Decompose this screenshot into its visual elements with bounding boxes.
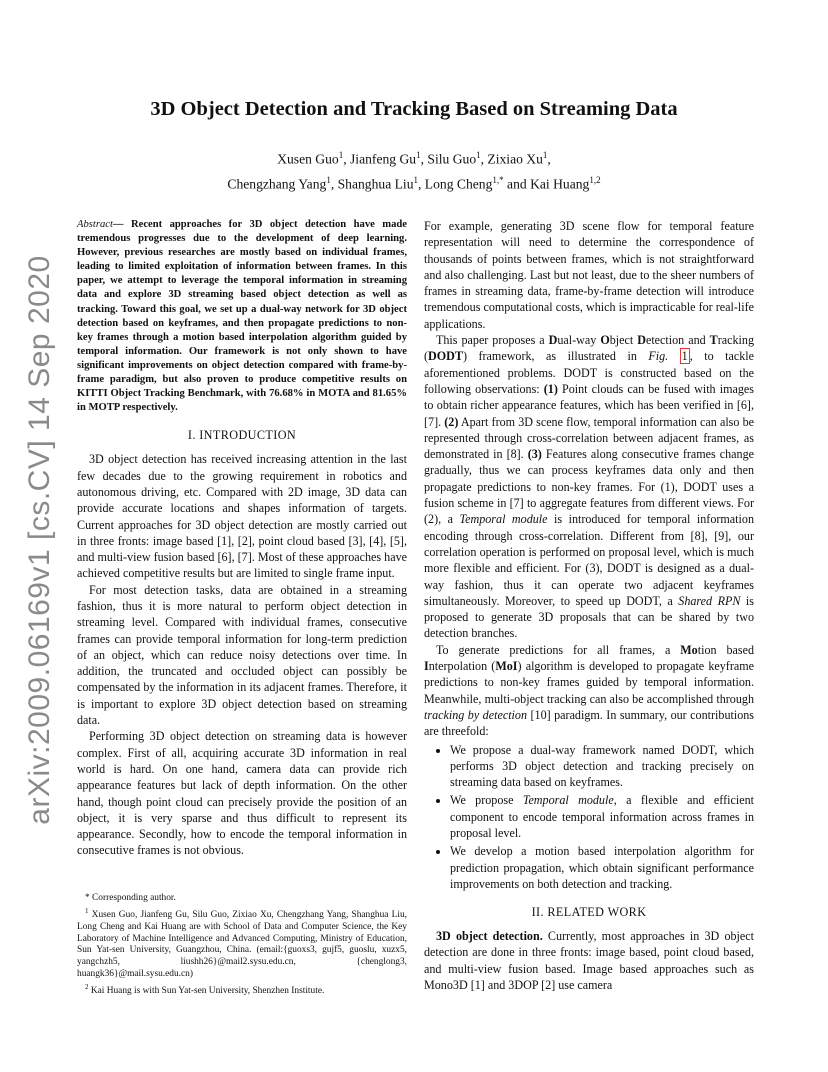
abstract-text: Recent approaches for 3D object detection have made tremendous progresses due to the development of deep learning. However, previous researches are mostly based on individual frames, leading to limited exploitation of information between frames. In this paper, we attempt to leverage the temporal information in streaming data and explore 3D streaming based object detection as well as tracking. Toward this goal, we set up a dual-way network for 3D object detection based on keyframes, and then propagate predictions to non-key frames through a motion based interpolation algorithm guided by temporal information. Our framework is not only shown to have significant improvements on object detection compared with frame-by-frame paradigm, but also proven to produce competitive results on KITTI Object Tracking Benchmark, with 76.68% in MOTA and 81.65% in MOTP respectively. — [77, 219, 407, 414]
author-name: Xusen Guo — [277, 151, 339, 167]
author-name: Zixiao Xu — [487, 151, 543, 167]
author-affiliation: 1 — [542, 150, 548, 160]
right-column — [424, 218, 754, 993]
abstract: Abstract— Recent approaches for 3D object detection have made tremendous progresses due to the development of deep learning. However, previous researches are mostly based on individual frames, leading to limited exploitation of information between frames. In this paper, we attempt to leverage the temporal information in streaming data and explore 3D streaming based object detection as well as tracking. Toward this goal, we set up a dual-way network for 3D object detection based on keyframes, and then propagate predictions to non-key frames through a motion based interpolation algorithm guided by temporal information. Our framework is not only shown to have significant improvements on object detection compared with frame-by-frame paradigm, but also proven to produce competitive results on KITTI Object Tracking Benchmark, with 76.68% in MOTA and 81.65% in MOTP respectively. — [77, 219, 407, 414]
author-name: Jianfeng Gu — [350, 151, 417, 167]
right-paragraph-2: This paper proposes a Dual-way Object Detection and Tracking (DODT) framework, as illustrated in Fig. 1 , to tackle aforementioned problems. DODT is constructed based on the following observations: (1) Point clouds can be fused with images to obtain richer appearance features, which has been verified in [6], [7]. (2) Apart from 3D scene flow, temporal information can also be represented through cross-correlation between adjacent frames, as demonstrated in [8]. (3) Features along consecutive frames change gradually, thus we can process keyframes data only and then propagate predictions to non-key frames. For (1), DODT uses a fusion scheme in [7] to aggregate features from different views. For (2), a Temporal module is introduced for temporal information encoding through cross-correlation. Different from [8], [9], our correlation operation is performed on proposal level, which is much more flexible and efficient. For (3), DODT is designed as a dual-way fashion, thus it can operate two adjacent keyframes simultaneously. Moreover, to speed up DODT, a Shared RPN is proposed to generate 3D proposals that can be shared by two detection branches. — [424, 333, 754, 641]
author-affiliation: 1,2 — [589, 174, 601, 185]
author-affiliation: 1 — [413, 174, 418, 185]
right-paragraph-1: For example, generating 3D scene flow for temporal feature representation will need to determine the correspondence of thousands of points between frames, which is not straightforward and also challenging. Last but not least, due to the sheer numbers of frames in streaming data, frame-by-frame detection will introduce tremendous computational costs, which is impracticable for real-life applications. — [424, 219, 754, 331]
list-item: • We propose a dual-way framework named DODT, which performs 3D object detection and tracking precisely on streaming data based on keyframes. — [450, 742, 754, 791]
abstract-label: Abstract — [77, 219, 113, 230]
author-line-2: Chengzhang Yang$^1$, Shanghua Liu$^1$, Long Cheng$^{1,*}$ and Kai Huang$^{1,2}$ — [227, 174, 601, 192]
author-line-1: Xusen Guo$^1$, Jianfeng Gu$^1$, Silu Guo$^1$, Zixiao Xu$^1$, — [277, 150, 551, 167]
author-block — [0, 145, 828, 194]
footnote-affiliation: $^1$ Xusen Guo, Jianfeng Gu, Silu Guo, Zixiao Xu, Chengzhang Yang, Shanghua Liu, Long Cheng and Kai Huang are with School of Data and Computer Science, the Key Laboratory of Machine Intelligence and Advanced Computing, Ministry of Education, Sun Yat-sen University, Guangzhou, China. (email:{guoxs3, gujf5, guoslu, xuzx5, yangchzh5, liushh26}@mail2.sysu.edu.cn, {chenglong3, huangk36}@mail.sysu.edu.cn) — [77, 906, 407, 979]
author-name: Silu Guo — [427, 151, 477, 167]
right-paragraph-3: To generate predictions for all frames, a Motion based Interpolation (MoI) algorithm is developed to propagate keyframe predictions to non-key frames guided by temporal information. Meanwhile, multi-object tracking can also be accomplished through tracking by detection [10] paradigm. In summary, our contributions are threefold: — [424, 642, 755, 739]
related-work-paragraph: 3D object detection. Currently, most approaches in 3D object detection are done in three fronts: image based, point cloud based, and multi-view fusion based. Image based approaches such as Mono3D [1] and 3DOP [2] use camera — [424, 929, 754, 993]
intro-paragraph-1: 3D object detection has received increasing attention in the last few decades due to the growing requirement in robotics and autonomous driving, etc. Compared with 2D image, 3D data can provide accurate locations and shapes information of targets. Current approaches for 3D object detection are mostly carried out in three fronts: image based [1], [2], point cloud based [3], [4], [5], and multi-view fusion based [6], [7]. Most of these approaches have achieved competitive results but are limited to single frame input. — [77, 452, 407, 581]
figure-1-link[interactable]: 1 — [681, 349, 688, 364]
author-affiliation: 1 — [476, 150, 481, 160]
section-heading-related-work: II. RELATED WORK — [531, 905, 647, 920]
author-name: Kai Huang — [530, 176, 590, 192]
footnotes — [77, 893, 407, 999]
footnote-corresponding: * Corresponding author. — [85, 893, 176, 903]
section-heading-introduction: I. INTRODUCTION — [187, 428, 297, 443]
dodt-acronym: DODT — [428, 349, 463, 364]
author-affiliation: 1 — [338, 150, 344, 160]
arxiv-watermark: arXiv:2009.06169v1 [cs.CV] 14 Sep 2020 — [23, 255, 56, 825]
list-item: • We propose Temporal module, a flexible and efficient component to encode temporal information across frames in proposal level. — [450, 792, 754, 841]
paper-title: 3D Object Detection and Tracking Based on Streaming Data — [150, 98, 678, 120]
left-column — [77, 218, 407, 859]
contributions-list — [424, 742, 754, 893]
author-name: Chengzhang Yang — [227, 176, 327, 192]
footnote-institute: $^2$ Kai Huang is with Sun Yat-sen University, Shenzhen Institute. — [85, 982, 325, 996]
author-name: Long Cheng — [424, 176, 493, 192]
author-affiliation: 1 — [416, 150, 421, 160]
author-name: Shanghua Liu — [337, 176, 414, 192]
list-item: • We develop a motion based interpolation algorithm for prediction propagation, which obtain significant performance improvements on both detection and tracking. — [450, 843, 754, 892]
intro-paragraph-3: Performing 3D object detection on streaming data is however complex. First of all, acquiring accurate 3D information in real world is hard. On one hand, camera data can provide rich appearance features but lack of depth information. On the other hand, though point cloud can precisely provide the position of an object, it is very sparse and thus difficult to represent its appearance. Secondly, how to encode the temporal information in consecutive frames is not obvious. — [77, 729, 407, 858]
author-affiliation: 1 — [326, 174, 331, 185]
intro-paragraph-2: For most detection tasks, data are obtained in a streaming fashion, thus it is more natural to perform object detection in streaming level. Compared with individual frames, consecutive frames can provide temporal information for long-term prediction of an object, which can reduce noisy detections over time. In addition, the truncated and occluded object can possibly be compensated by the information in its adjacent frames. Therefore, it is important to explore 3D object detection based on streaming data. — [77, 582, 407, 728]
author-affiliation: 1,* — [492, 174, 504, 185]
